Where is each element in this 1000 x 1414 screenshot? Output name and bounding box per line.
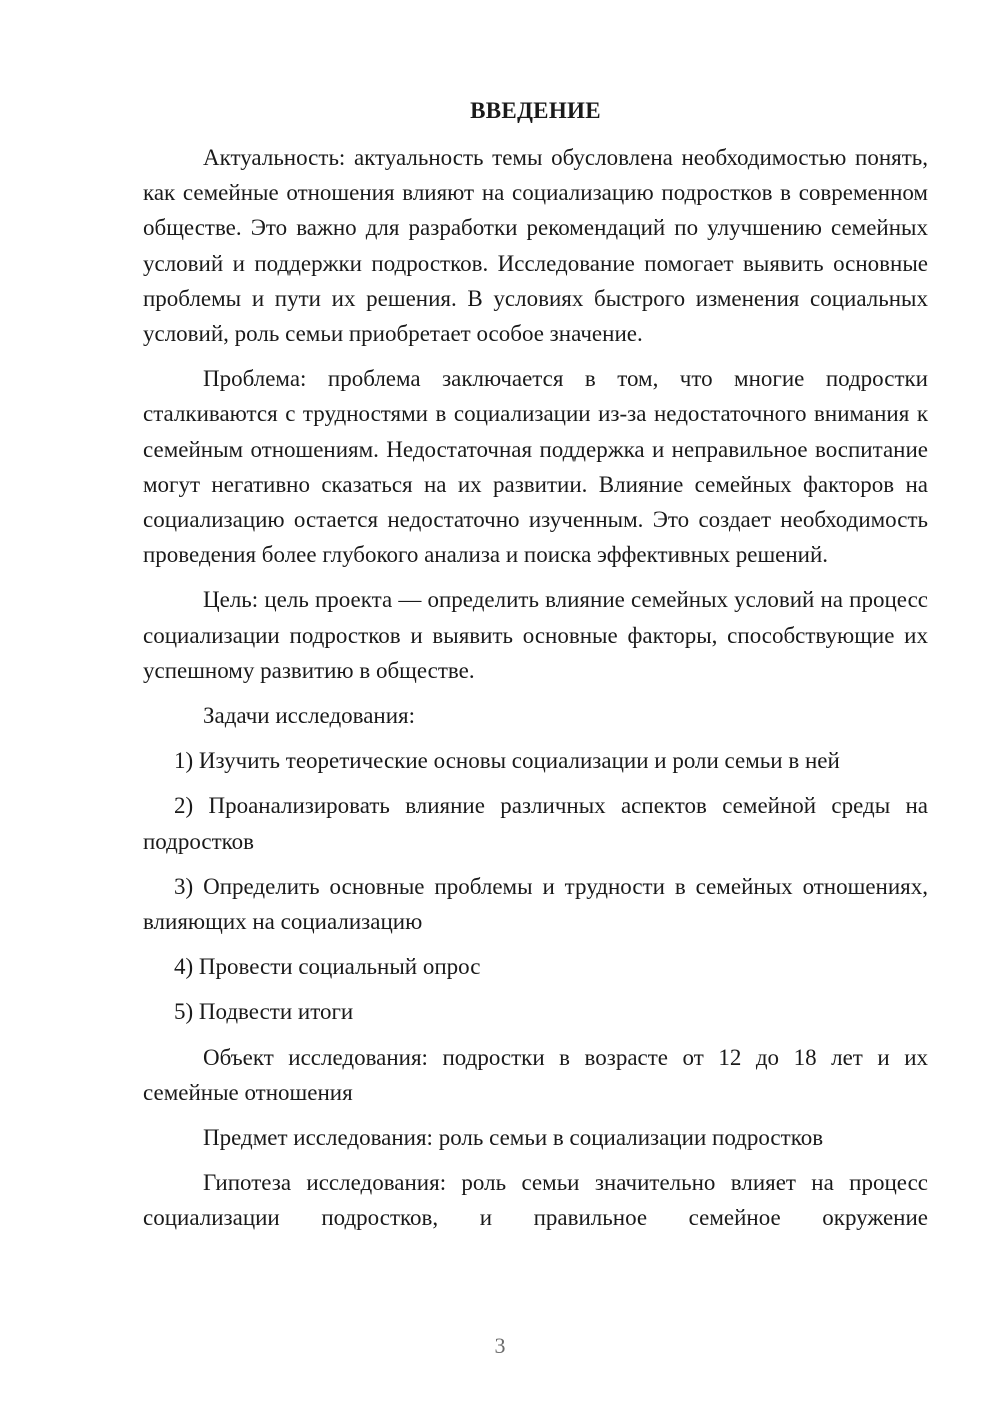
task-item-4: 4) Провести социальный опрос — [174, 954, 481, 980]
tasks-heading: Задачи исследования: — [203, 703, 416, 729]
task-item-5: 5) Подвести итоги — [174, 999, 354, 1025]
page-number: 3 — [494, 1333, 506, 1358]
page-content — [143, 96, 928, 1246]
task-item-2: 2) Проанализировать влияние различных аспектов семейной среды на подростков — [143, 793, 928, 854]
paragraph-problem: Проблема: проблема заключается в том, что многие подростки сталкиваются с трудностями в социализации из-за недостаточного внимания к семейным отношениям. Недостаточная поддержка и неправильное воспитание могут негативно сказаться на их развитии. Влияние семейных факторов на социализацию остается недостаточно изученным. Это создает необходимость проведения более глубокого анализа и поиска эффективных решений. — [143, 366, 928, 568]
paragraph-relevance: Актуальность: актуальность темы обусловлена необходимостью понять, как семейные отношения влияют на социализацию подростков в современном обществе. Это важно для разработки рекомендаций по улучшению семейных условий и поддержки подростков. Исследование помогает выявить основные проблемы и пути их решения. В условиях быстрого изменения социальных условий, роль семьи приобретает особое значение. — [143, 145, 928, 347]
paragraph-object: Объект исследования: подростки в возрасте от 12 до 18 лет и их семейные отношения — [143, 1044, 928, 1105]
section-title: ВВЕДЕНИЕ — [470, 98, 601, 123]
paragraph-hypothesis: Гипотеза исследования: роль семьи значительно влияет на процесс социализации подростков, и правильное семейное окружение — [143, 1170, 928, 1231]
task-item-3: 3) Определить основные проблемы и трудности в семейных отношениях, влияющих на социализацию — [143, 873, 928, 935]
paragraph-goal: Цель: цель проекта — определить влияние семейных условий на процесс социализации подростков и выявить основные факторы, способствующие их успешному развитию в обществе. — [143, 587, 928, 683]
paragraph-subject: Предмет исследования: роль семьи в социализации подростков — [203, 1125, 824, 1151]
task-item-1: 1) Изучить теоретические основы социализации и роли семьи в ней — [174, 748, 840, 774]
